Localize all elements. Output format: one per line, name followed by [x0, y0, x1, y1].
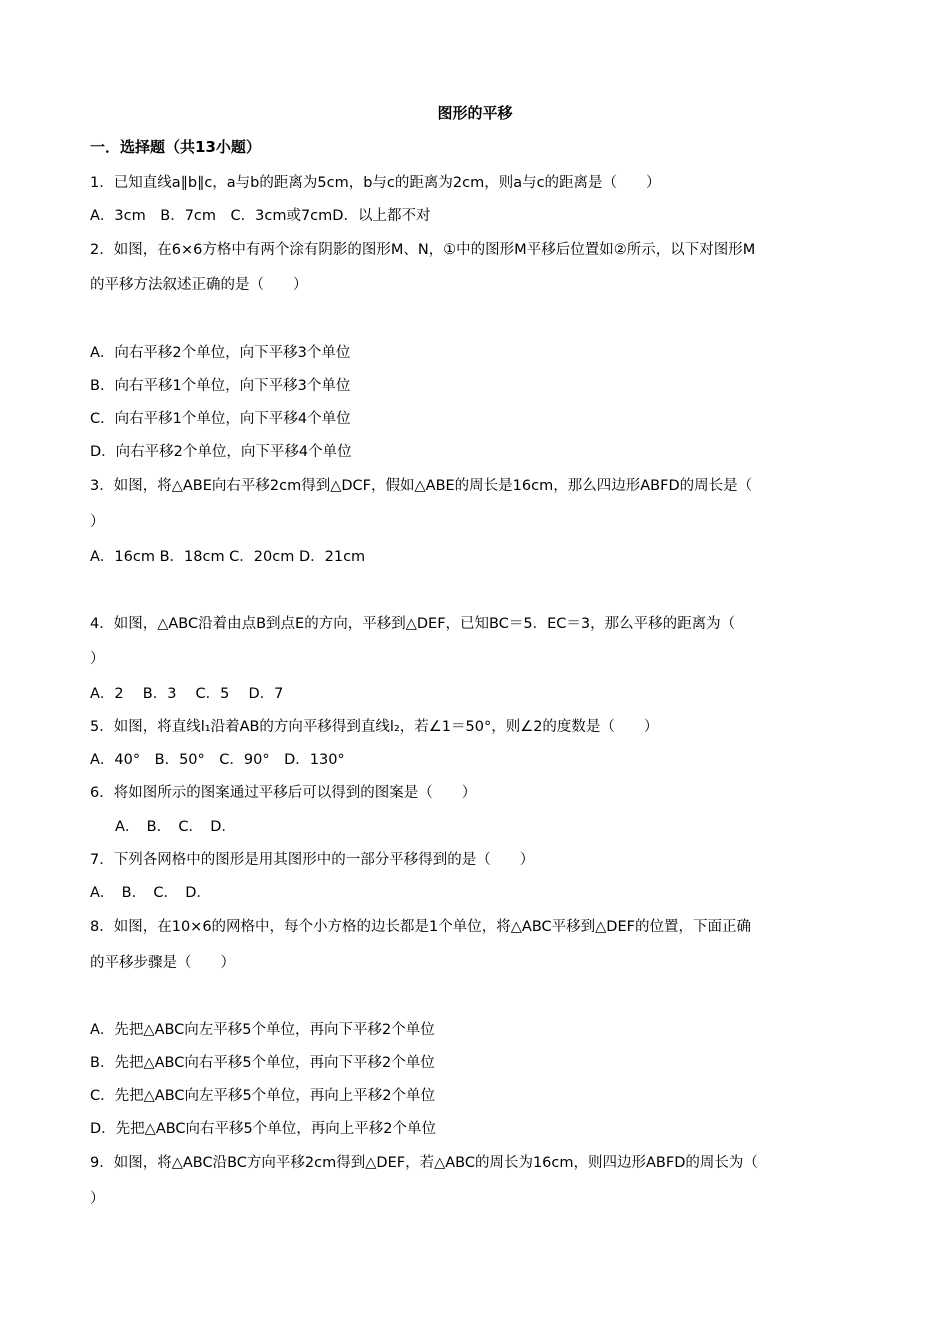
question-8-option-c: C．先把△ABC向左平移5个单位，再向上平移2个单位 — [90, 1088, 435, 1104]
question-1-options: A．3cm B．7cm C．3cm或7cmD．以上都不对 — [90, 208, 431, 224]
question-8-stem-cont: 的平移步骤是（ ） — [90, 955, 235, 971]
question-2-option-c: C．向右平移1个单位，向下平移4个单位 — [90, 411, 351, 427]
question-2-stem: 2．如图，在6×6方格中有两个涂有阴影的图形M、N，①中的图形M平移后位置如②所示，以下对图形M — [90, 242, 756, 258]
question-4-stem-cont: ） — [90, 651, 105, 667]
question-5-stem: 5．如图，将直线l₁沿着AB的方向平移得到直线l₂，若∠1＝50°，则∠2的度数是（ ） — [90, 719, 659, 735]
page-title: 图形的平移 — [437, 104, 513, 122]
question-6-stem: 6．将如图所示的图案通过平移后可以得到的图案是（ ） — [90, 785, 477, 801]
question-8-stem: 8．如图，在10×6的网格中，每个小方格的边长都是1个单位，将△ABC平移到△DEF的位置，下面正确 — [90, 919, 751, 935]
question-2-option-d: D．向右平移2个单位，向下平移4个单位 — [90, 444, 352, 460]
question-7-options: A． B． C． D． — [90, 885, 211, 901]
question-4-stem: 4．如图，△ABC沿着由点B到点E的方向，平移到△DEF，已知BC＝5．EC＝3，那么平移的距离为（ — [90, 616, 736, 632]
question-7-stem: 7．下列各网格中的图形是用其图形中的一部分平移得到的是（ ） — [90, 852, 535, 868]
question-1-stem: 1．已知直线a∥b∥c，a与b的距离为5cm，b与c的距离为2cm，则a与c的距离是（ ） — [90, 175, 661, 191]
question-5-options: A．40° B．50° C．90° D．130° — [90, 752, 345, 768]
question-8-option-b: B．先把△ABC向右平移5个单位，再向下平移2个单位 — [90, 1055, 435, 1071]
question-9-stem-cont: ） — [90, 1191, 105, 1207]
question-8-option-a: A．先把△ABC向左平移5个单位，再向下平移2个单位 — [90, 1022, 435, 1038]
question-2-option-a: A．向右平移2个单位，向下平移3个单位 — [90, 345, 351, 361]
question-3-stem: 3．如图，将△ABE向右平移2cm得到△DCF，假如△ABE的周长是16cm，那么四边形ABFD的周长是（ — [90, 478, 753, 494]
question-2-option-b: B．向右平移1个单位，向下平移3个单位 — [90, 378, 351, 394]
question-6-options: A． B． C． D． — [115, 819, 236, 835]
question-9-stem: 9．如图，将△ABC沿BC方向平移2cm得到△DEF，若△ABC的周长为16cm，则四边形ABFD的周长为（ — [90, 1155, 758, 1171]
question-2-stem-cont: 的平移方法叙述正确的是（ ） — [90, 277, 308, 293]
question-4-options: A．2 B．3 C．5 D．7 — [90, 686, 284, 702]
section-heading: 一．选择题（共13小题） — [90, 138, 261, 156]
question-3-stem-cont: ） — [90, 514, 105, 530]
question-8-option-d: D．先把△ABC向右平移5个单位，再向上平移2个单位 — [90, 1121, 437, 1137]
question-3-options: A．16cm B．18cm C．20cm D．21cm — [90, 549, 366, 565]
